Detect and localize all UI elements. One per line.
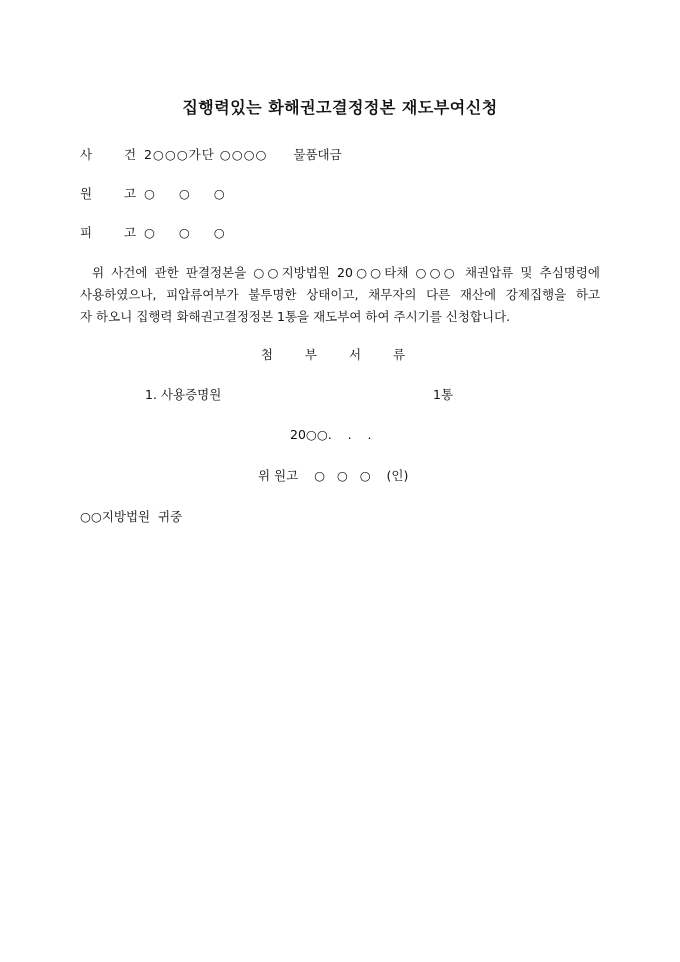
case-number: 2○○○가단 ○○○○ (143, 147, 268, 162)
case-row (80, 145, 342, 163)
document-date: 20○○. . . (290, 427, 372, 442)
plaintiff-row (80, 184, 235, 202)
case-label: 사 건 (80, 147, 151, 162)
body-line: 사용하였으나, 피압류여부가 불투명한 상태이고, 채무자의 다른 재산에 강제집행을 하고 (80, 287, 600, 302)
document-title: 집행력있는 화해권고결정정본 재도부여신청 (182, 98, 498, 117)
attachments-heading: 첨 부 서 류 (260, 347, 420, 362)
defendant-label: 피 고 (80, 225, 151, 240)
plaintiff-label: 원 고 (80, 186, 151, 201)
attachment-count: 1통 (433, 387, 454, 402)
signer-line: 위 원고 ○ ○ ○ (인) (258, 468, 409, 483)
body-line: 위 사건에 관한 판결정본을 ○○지방법원 20○○타채 ○○○ 채권압류 및 추심명령에 (92, 265, 600, 280)
body-line: 자 하오니 집행력 화해권고결정정본 1통을 재도부여 하여 주시기를 신청합니다. (80, 309, 511, 324)
case-subject: 물품대금 (293, 147, 342, 162)
plaintiff-name: ○ ○ ○ (143, 186, 235, 201)
request-body (80, 262, 600, 328)
attachment-item: 1. 사용증명원 (145, 387, 222, 402)
defendant-name: ○ ○ ○ (143, 225, 235, 240)
court-addressee: ○○지방법원 귀중 (80, 509, 183, 524)
defendant-row (80, 223, 235, 241)
